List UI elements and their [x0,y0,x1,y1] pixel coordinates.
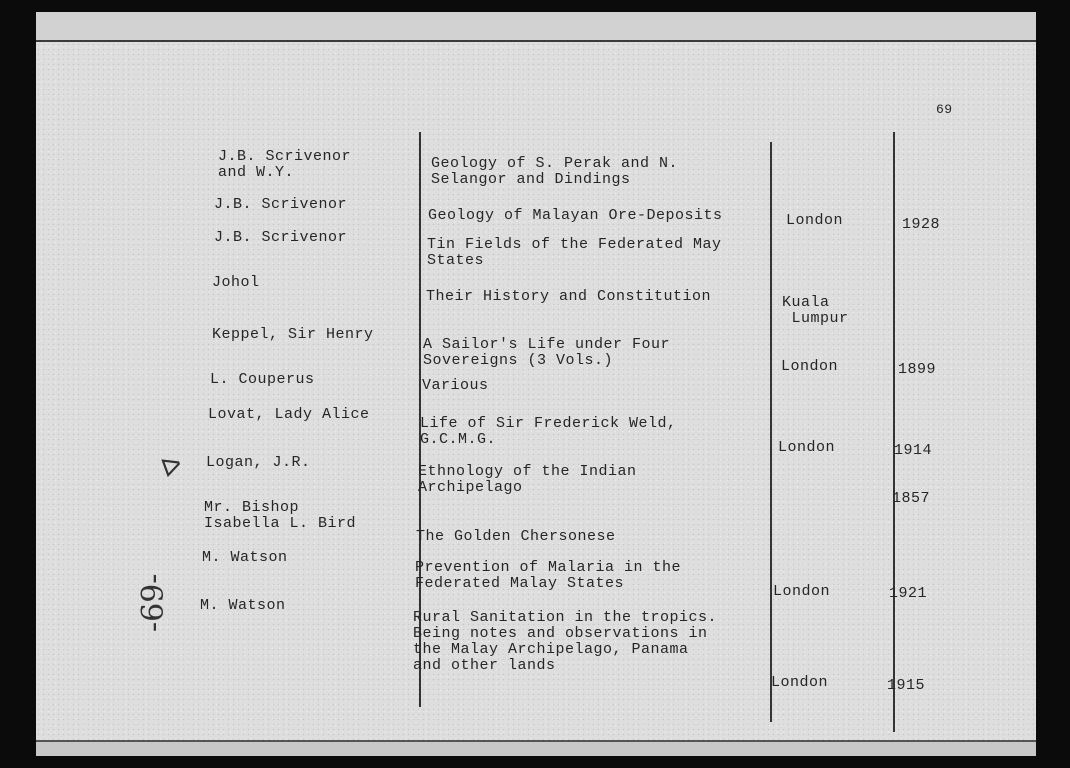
entry-title: A Sailor's Life under Four Sovereigns (3 Vols.) [423,336,671,369]
entry-title: Life of Sir Frederick Weld, G.C.M.G. [420,415,677,448]
handwritten-mark: ᐅ [157,449,187,485]
entry-author: J.B. Scrivenor and W.Y. [218,148,352,181]
entry-year: 1857 [892,490,931,507]
entry-title: Geology of Malayan Ore-Deposits [428,207,723,224]
entry-title: Their History and Constitution [426,288,712,305]
entry-title: Geology of S. Perak and N. Selangor and Dindings [431,155,679,188]
bottom-edge [36,740,1036,756]
entry-title: Prevention of Malaria in the Federated Malay States [415,559,682,592]
entry-author: M. Watson [200,597,286,614]
entry-author: Mr. Bishop Isabella L. Bird [204,499,357,532]
entry-place: London [781,358,839,375]
entry-year: 1914 [894,442,933,459]
entry-year: 1915 [887,677,926,694]
entry-author: J.B. Scrivenor [214,229,348,246]
entry-author: Lovat, Lady Alice [208,406,370,423]
entry-author: L. Couperus [210,371,315,388]
entry-title: Various [422,377,489,394]
entry-author: J.B. Scrivenor [214,196,348,213]
entry-title: Tin Fields of the Federated May States [427,236,722,269]
entry-author: Keppel, Sir Henry [212,326,374,343]
top-strip [36,12,1036,42]
entry-year: 1928 [902,216,941,233]
document-page [36,12,1036,754]
entry-place: London [773,583,831,600]
entry-place: Kuala Lumpur [782,294,849,327]
entry-author: Johol [212,274,260,291]
column-divider-place [770,142,772,722]
entry-author: Logan, J.R. [206,454,311,471]
entry-author: M. Watson [202,549,288,566]
entry-title: Ethnology of the Indian Archipelago [418,463,637,496]
margin-page-number: -69- [136,573,171,632]
entry-title: The Golden Chersonese [416,528,616,545]
entry-place: London [778,439,836,456]
entry-title: Rural Sanitation in the tropics. Being notes and observations in the Malay Archipelago, Panama and other lands [413,609,718,674]
entry-year: 1899 [898,361,937,378]
column-divider-year [893,132,895,732]
page-number: 69 [936,102,953,117]
entry-place: London [786,212,844,229]
entry-year: 1921 [889,585,928,602]
entry-place: London [771,674,829,691]
